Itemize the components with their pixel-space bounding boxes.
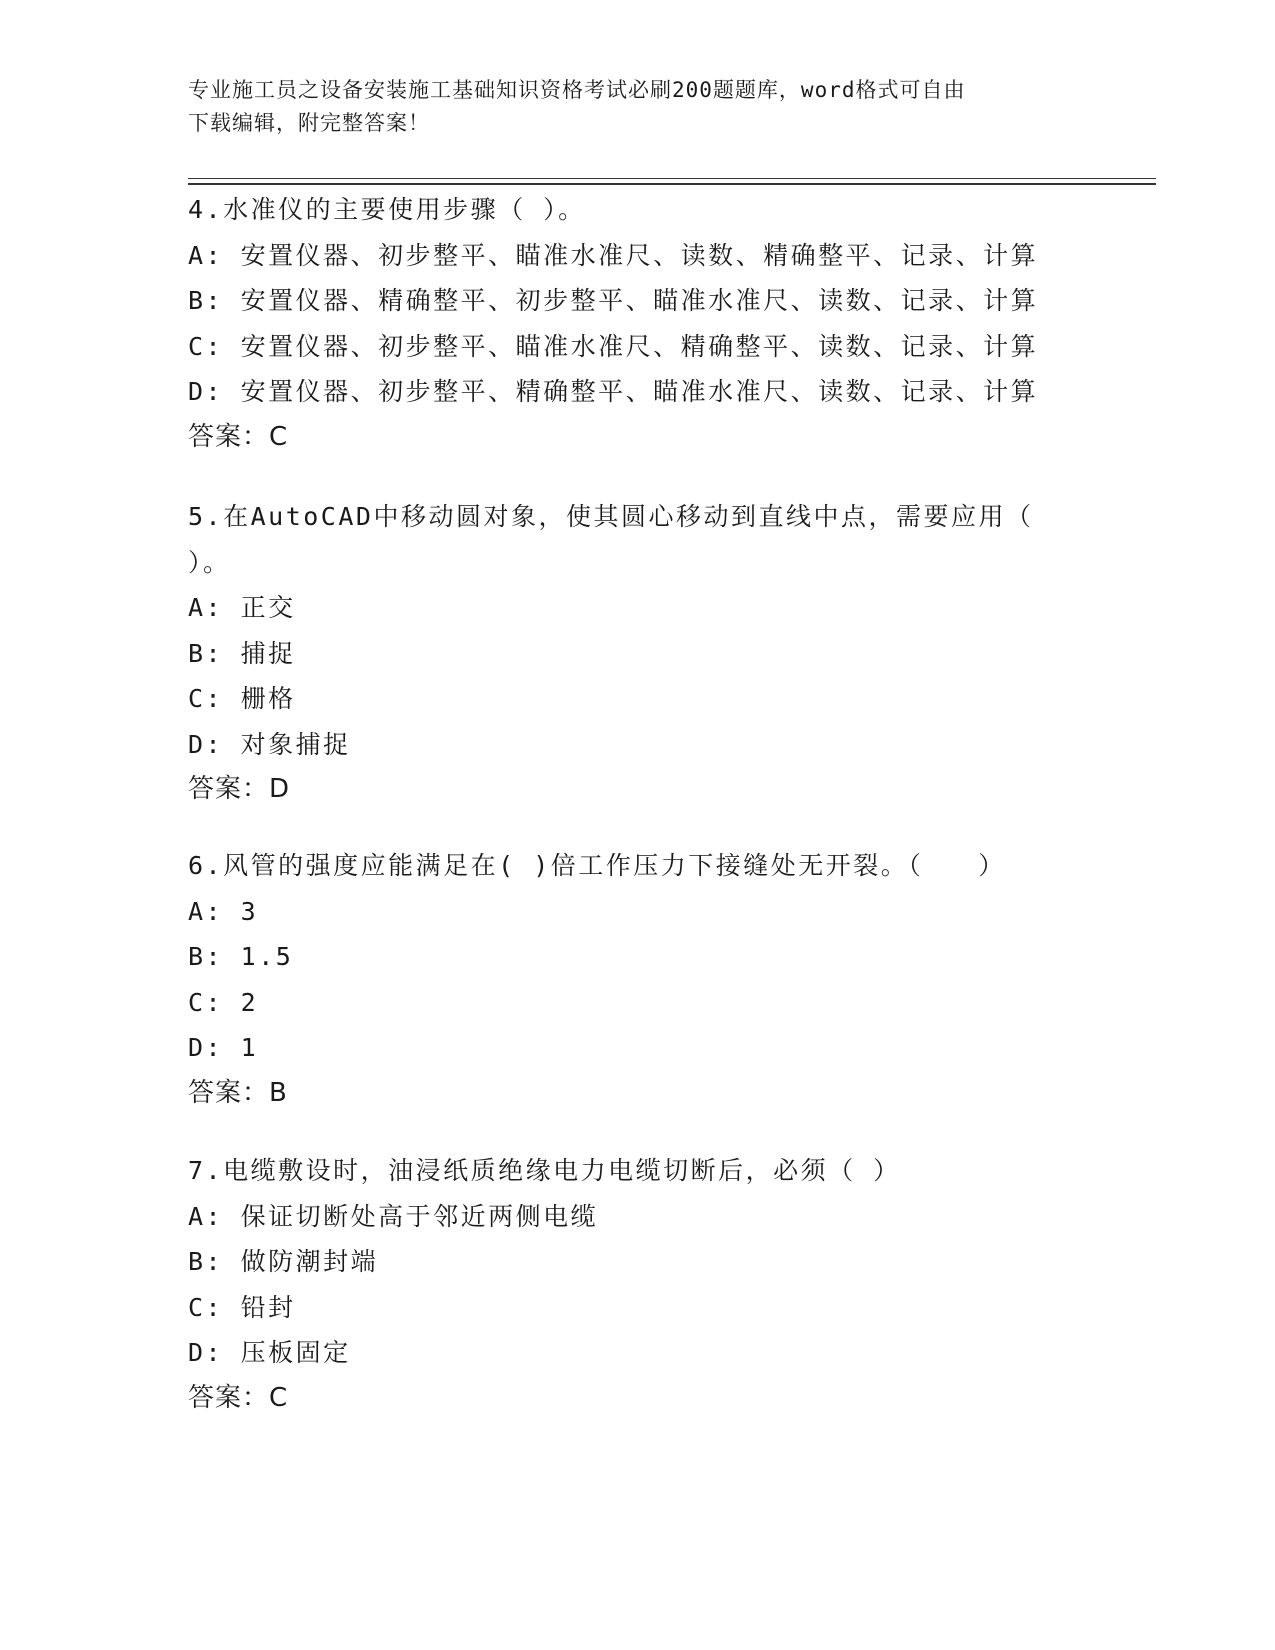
- option-b: B: 安置仪器、精确整平、初步整平、瞄准水准尺、读数、记录、计算: [188, 286, 1039, 315]
- question-4: [188, 187, 1088, 460]
- answer: 答案：C: [188, 1382, 289, 1413]
- answer: 答案：D: [188, 774, 291, 804]
- answer: 答案：C: [188, 421, 289, 452]
- option-a: A: 保证切断处高于邻近两侧电缆: [188, 1201, 599, 1231]
- question-stem: 6.风管的强度应能满足在( )倍工作压力下接缝处无开裂。（ ）: [188, 851, 1006, 880]
- option-d: D: 1: [188, 1033, 259, 1062]
- option-b: B: 做防潮封端: [188, 1247, 379, 1276]
- option-a: A: 3: [188, 896, 259, 926]
- header-divider-thick: [188, 183, 1156, 185]
- option-b: B: 捕捉: [188, 638, 296, 668]
- question-5: [188, 494, 1088, 813]
- header-divider-thin: [188, 178, 1156, 179]
- header-line-2: 下载编辑，附完整答案！: [188, 111, 430, 135]
- option-c: C: 栅格: [188, 684, 296, 713]
- option-d: D: 对象捕捉: [188, 729, 351, 759]
- option-c: C: 安置仪器、初步整平、瞄准水准尺、精确整平、读数、记录、计算: [188, 331, 1039, 361]
- question-stem: 4.水准仪的主要使用步骤（ ）。: [188, 195, 586, 224]
- option-a: A: 正交: [188, 593, 296, 622]
- question-6: [188, 843, 1088, 1116]
- header-line-1: 专业施工员之设备安装施工基础知识资格考试必刷200题题库，word格式可自由: [188, 78, 966, 102]
- option-b: B: 1.5: [188, 942, 294, 971]
- option-c: C: 2: [188, 987, 259, 1017]
- option-d: D: 压板固定: [188, 1338, 351, 1367]
- question-7: [188, 1148, 1088, 1421]
- answer: 答案：B: [188, 1077, 288, 1108]
- question-stem: 7.电缆敷设时，油浸纸质绝缘电力电缆切断后，必须（ ）: [188, 1156, 901, 1185]
- option-a: A: 安置仪器、初步整平、瞄准水准尺、读数、精确整平、记录、计算: [188, 240, 1039, 270]
- option-d: D: 安置仪器、初步整平、精确整平、瞄准水准尺、读数、记录、计算: [188, 377, 1039, 406]
- question-stem: 5.在AutoCAD中移动圆对象，使其圆心移动到直线中点，需要应用（: [188, 502, 1034, 531]
- question-stem-continued: ）。: [188, 547, 231, 577]
- option-c: C: 铅封: [188, 1292, 296, 1322]
- document-header: [188, 74, 1088, 140]
